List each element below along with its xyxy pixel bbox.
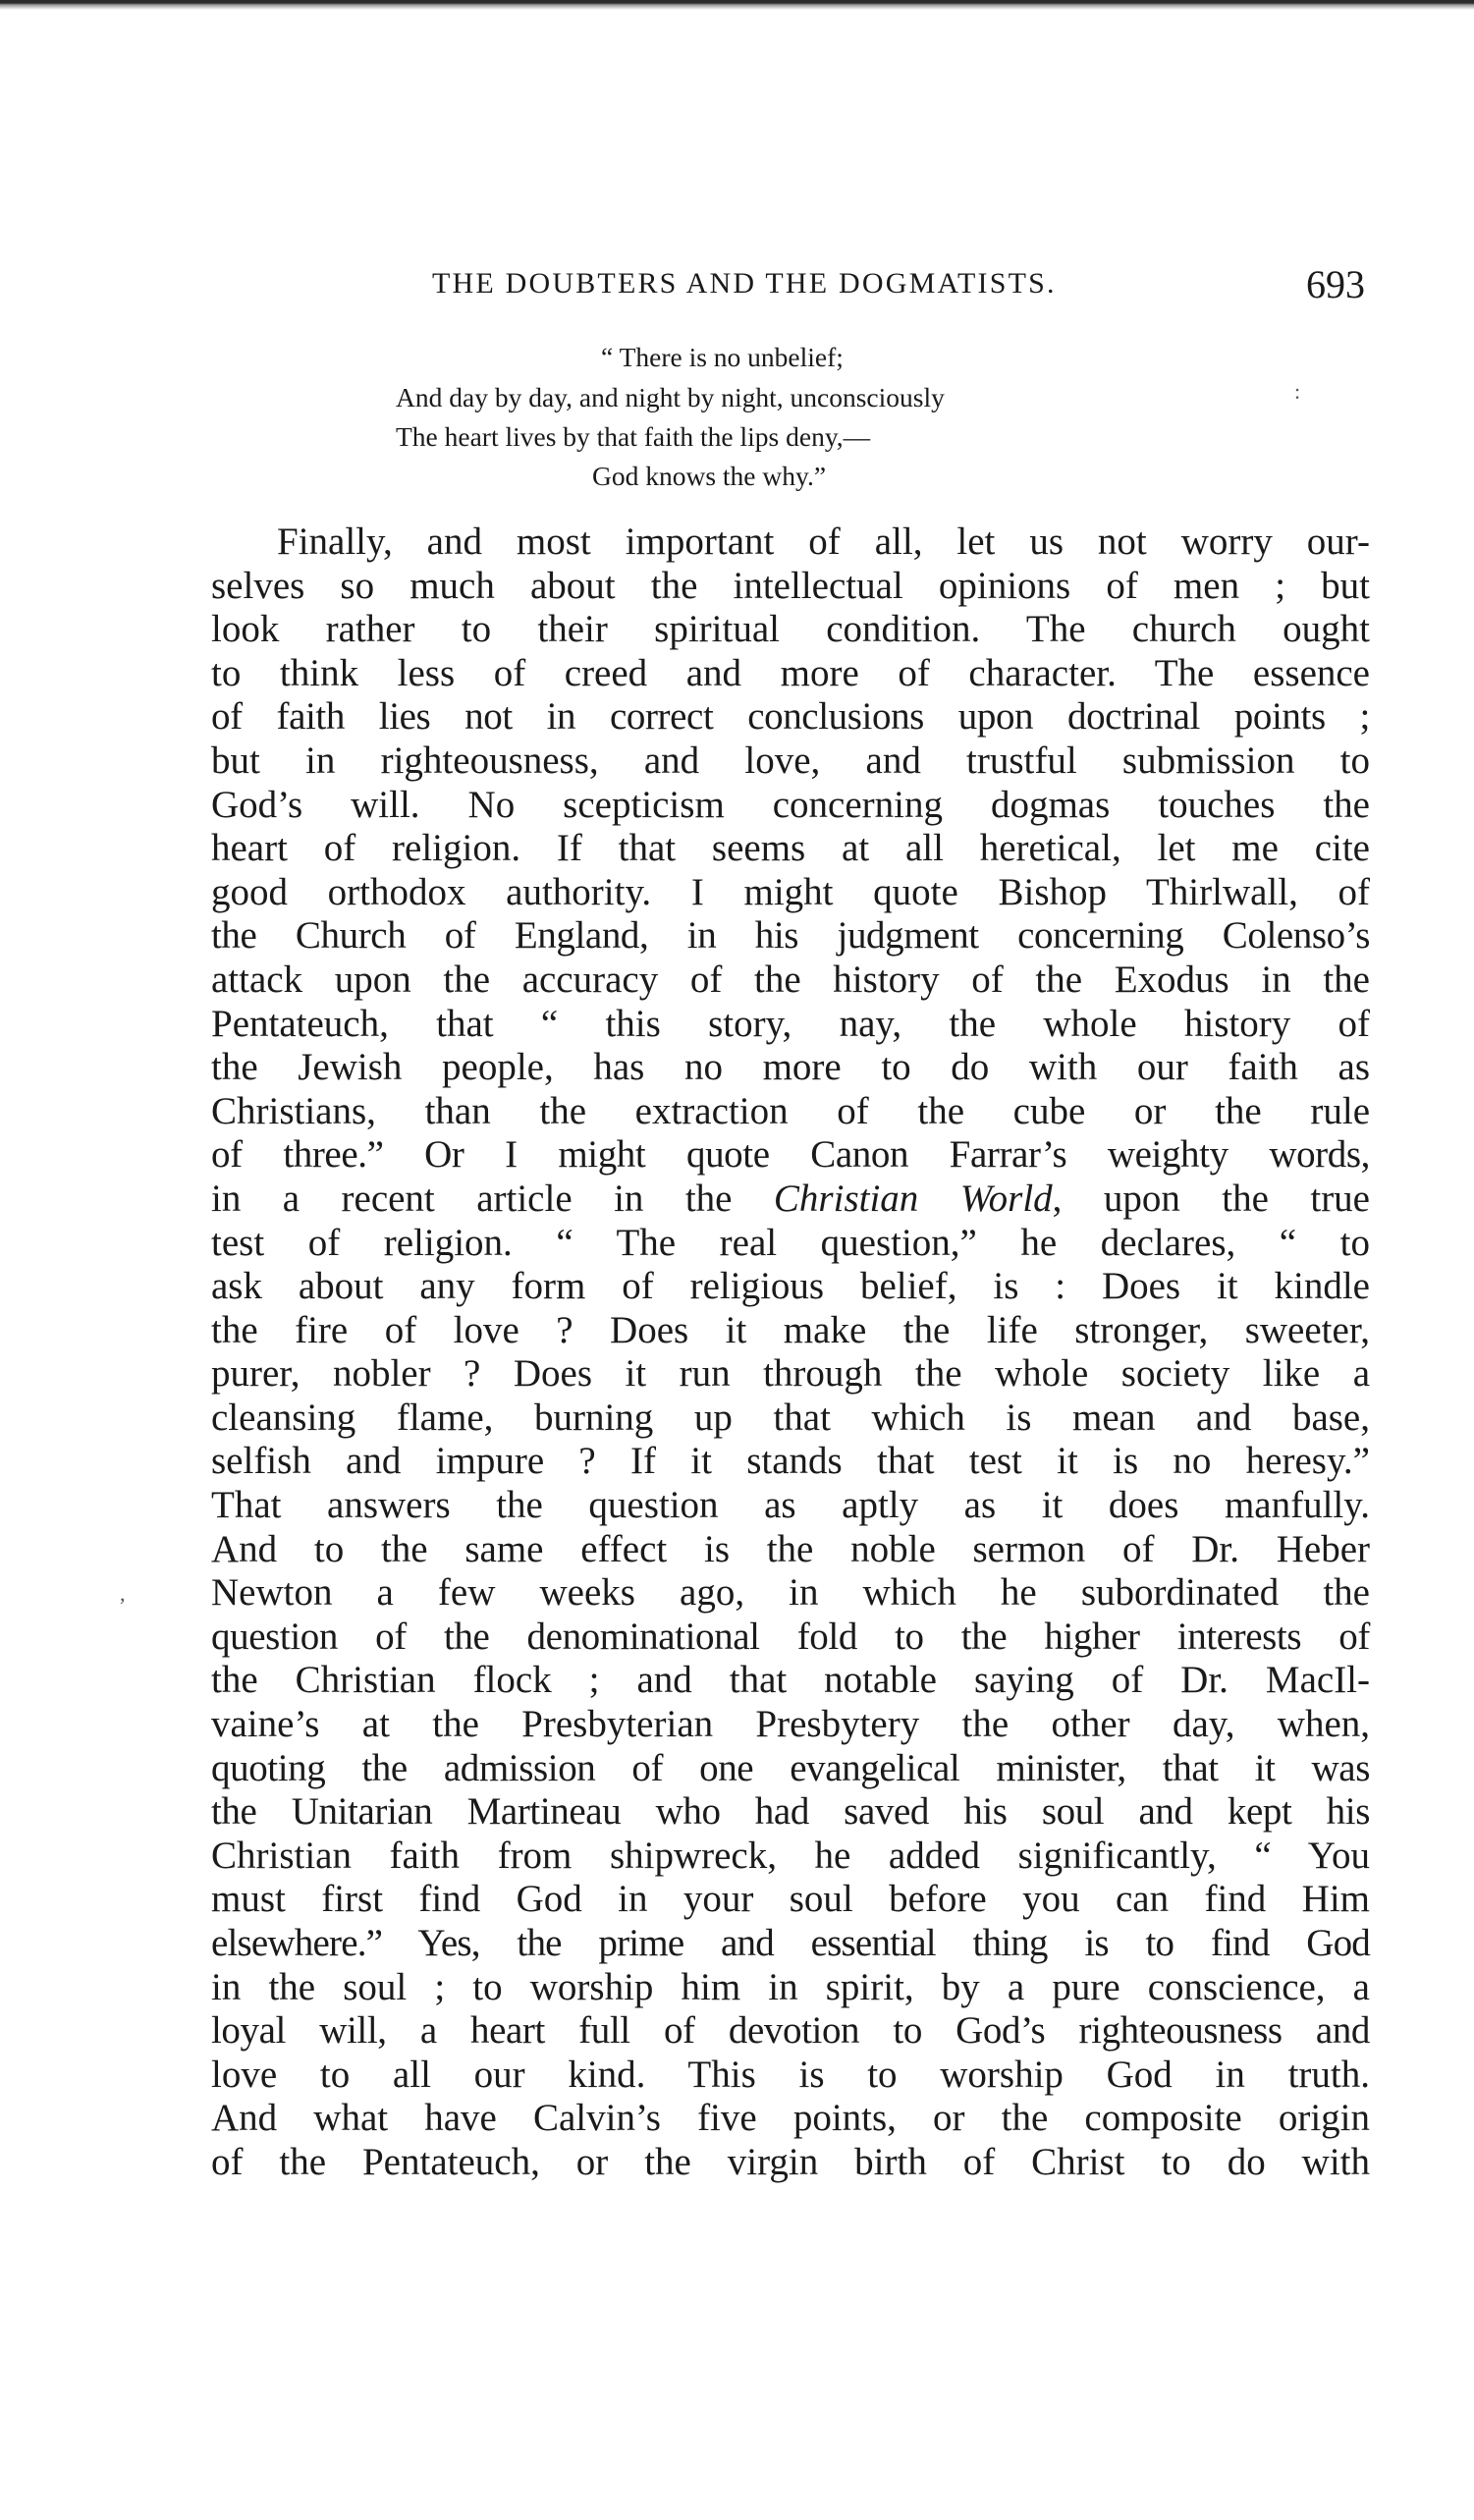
- text-line: good orthodox authority. I might quote Bishop Thirlwall, of: [211, 870, 1370, 913]
- text-line: to think less of creed and more of character. The essence: [211, 651, 1370, 694]
- text-line: of the Pentateuch, or the virgin birth of Christ to do with: [211, 2140, 1370, 2183]
- page-number: 693: [1306, 262, 1365, 306]
- text-line: the Christian flock ; and that notable saying of Dr. MacIl-: [211, 1659, 1370, 1702]
- text-line: the Church of England, in his judgment concerning Colenso’s: [211, 914, 1370, 958]
- text-line: question of the denominational fold to the higher interests of: [211, 1615, 1370, 1658]
- verse-line: God knows the why.”: [592, 461, 827, 491]
- text-line: elsewhere.” Yes, the prime and essential thing is to find God: [211, 1922, 1370, 1964]
- margin-mark: ,: [120, 1581, 126, 1606]
- text-line: And to the same effect is the noble sermon of Dr. Heber: [211, 1527, 1370, 1570]
- italic-title: Christian World: [773, 1177, 1053, 1220]
- text-line: of three.” Or I might quote Canon Farrar’s weighty words,: [211, 1133, 1370, 1177]
- body-paragraph: [211, 520, 1370, 2185]
- text-line: purer, nobler ? Does it run through the whole society like a: [211, 1352, 1370, 1396]
- text-line: And what have Calvin’s five points, or the composite origin: [211, 2097, 1370, 2140]
- text-run: in a recent article in the: [211, 1177, 774, 1220]
- text-line: of faith lies not in correct conclusions upon doctrinal points ;: [211, 695, 1370, 739]
- text-line: attack upon the accuracy of the history of the Exodus in the: [211, 958, 1370, 1001]
- verse-line: The heart lives by that faith the lips deny,—: [396, 421, 871, 452]
- text-line: heart of religion. If that seems at all heretical, let me cite: [211, 827, 1370, 870]
- text-line: vaine’s at the Presbyterian Presbytery the other day, when,: [211, 1703, 1370, 1746]
- text-line: in the soul ; to worship him in spirit, by a pure conscience, a: [211, 1965, 1370, 2008]
- running-head: [0, 261, 1474, 310]
- text-line: loyal will, a heart full of devotion to God’s righteousness and: [211, 2009, 1370, 2053]
- page-top-edge: [0, 0, 1474, 10]
- text-line: That answers the question as aptly as it does manfully.: [211, 1484, 1370, 1527]
- text-line: the Unitarian Martineau who had saved his soul and kept his: [211, 1790, 1370, 1834]
- text-line: look rather to their spiritual condition. The church ought: [211, 608, 1370, 651]
- text-line: test of religion. “ The real question,” he declares, “ to: [211, 1221, 1370, 1264]
- text-line: Christian faith from shipwreck, he added significantly, “ You: [211, 1834, 1370, 1877]
- text-line: Newton a few weeks ago, in which he subordinated the: [211, 1571, 1370, 1615]
- text-line: must first find God in your soul before you can find Him: [211, 1878, 1370, 1921]
- text-line: quoting the admission of one evangelical minister, that it was: [211, 1746, 1370, 1789]
- text-line: Finally, and most important of all, let us not worry our-: [277, 520, 1370, 563]
- text-line: the fire of love ? Does it make the life stronger, sweeter,: [211, 1308, 1370, 1351]
- text-line: cleansing flame, burning up that which is mean and base,: [211, 1396, 1370, 1439]
- text-line: Christians, than the extraction of the cube or the rule: [211, 1089, 1370, 1132]
- text-line: ask about any form of religious belief, is : Does it kindle: [211, 1265, 1370, 1308]
- verse-line: “ There is no unbelief;: [601, 342, 844, 372]
- text-line: but in righteousness, and love, and trustful submission to: [211, 739, 1370, 782]
- text-line: God’s will. No scepticism concerning dogmas touches the: [211, 783, 1370, 826]
- running-title: THE DOUBTERS AND THE DOGMATISTS.: [432, 267, 1057, 300]
- text-line: love to all our kind. This is to worship God in truth.: [211, 2053, 1370, 2096]
- text-line: selfish and impure ? If it stands that test it is no heresy.”: [211, 1440, 1370, 1483]
- verse-line: And day by day, and night by night, unconsciously: [396, 382, 945, 412]
- text-line: [211, 1178, 1370, 1222]
- text-run: , upon the true: [1052, 1177, 1370, 1220]
- margin-mark: :: [1294, 379, 1301, 404]
- text-line: Pentateuch, that “ this story, nay, the whole history of: [211, 1002, 1370, 1045]
- text-line: the Jewish people, has no more to do with our faith as: [211, 1046, 1370, 1089]
- text-line: selves so much about the intellectual opinions of men ; but: [211, 564, 1370, 607]
